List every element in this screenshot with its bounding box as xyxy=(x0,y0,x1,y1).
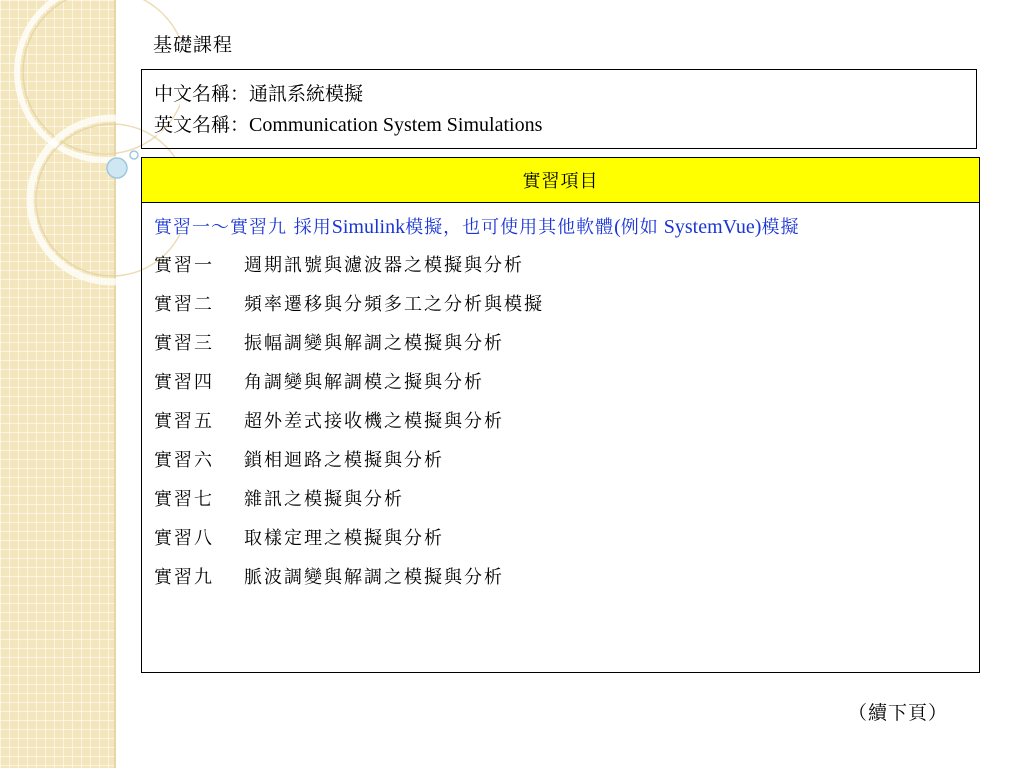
page-title: 基礎課程 xyxy=(153,34,234,56)
english-name-value: Communication System Simulations xyxy=(249,114,543,136)
experiment-number: 實習八 xyxy=(154,528,214,549)
experiment-item xyxy=(154,449,965,488)
experiment-title: 雜訊之模擬與分析 xyxy=(244,489,404,510)
experiment-item xyxy=(154,371,965,410)
experiment-number: 實習六 xyxy=(154,450,214,471)
experiment-item xyxy=(154,566,965,605)
experiment-item xyxy=(154,293,965,332)
experiment-number: 實習一 xyxy=(154,255,214,276)
experiment-title: 頻率遷移與分頻多工之分析與模擬 xyxy=(244,294,544,315)
experiments-header: 實習項目 xyxy=(141,157,980,203)
chinese-name-value: 通訊系統模擬 xyxy=(249,83,364,105)
note-part3: 模擬，也可使用其他軟體 xyxy=(405,217,615,238)
experiment-title: 週期訊號與濾波器之模擬與分析 xyxy=(244,255,524,276)
experiment-item xyxy=(154,332,965,371)
experiment-number: 實習五 xyxy=(154,411,214,432)
experiment-number: 實習九 xyxy=(154,567,214,588)
course-name-box xyxy=(141,69,977,149)
experiments-body xyxy=(141,203,980,673)
software-note xyxy=(154,213,965,242)
decorative-dot-small xyxy=(130,151,138,159)
experiment-number: 實習三 xyxy=(154,333,214,354)
experiment-number: 實習二 xyxy=(154,294,214,315)
note-part4: ( xyxy=(614,216,621,238)
experiment-title: 鎖相迴路之模擬與分析 xyxy=(244,450,444,471)
experiment-item xyxy=(154,527,965,566)
experiment-title: 角調變與解調模之擬與分析 xyxy=(244,372,484,393)
note-part2: Simulink xyxy=(331,216,406,238)
english-name-row xyxy=(154,110,964,141)
note-part7: 模擬 xyxy=(761,217,800,238)
experiment-title: 取樣定理之模擬與分析 xyxy=(244,528,444,549)
continued-note: （續下頁） xyxy=(848,702,949,724)
note-part1: 實習一～實習九 採用 xyxy=(154,217,332,238)
note-part5: 例如 xyxy=(620,217,659,238)
experiment-item xyxy=(154,410,965,449)
decorative-dot-large xyxy=(107,158,127,178)
experiment-title: 振幅調變與解調之模擬與分析 xyxy=(244,333,504,354)
experiment-number: 實習七 xyxy=(154,489,214,510)
note-part6: SystemVue) xyxy=(658,216,762,238)
english-name-label: 英文名稱： xyxy=(154,114,250,136)
experiment-title: 超外差式接收機之模擬與分析 xyxy=(244,411,504,432)
experiment-item xyxy=(154,488,965,527)
experiment-item xyxy=(154,254,965,293)
chinese-name-row xyxy=(154,79,964,110)
experiment-number: 實習四 xyxy=(154,372,214,393)
chinese-name-label: 中文名稱： xyxy=(154,83,250,105)
experiment-title: 脈波調變與解調之模擬與分析 xyxy=(244,567,504,588)
